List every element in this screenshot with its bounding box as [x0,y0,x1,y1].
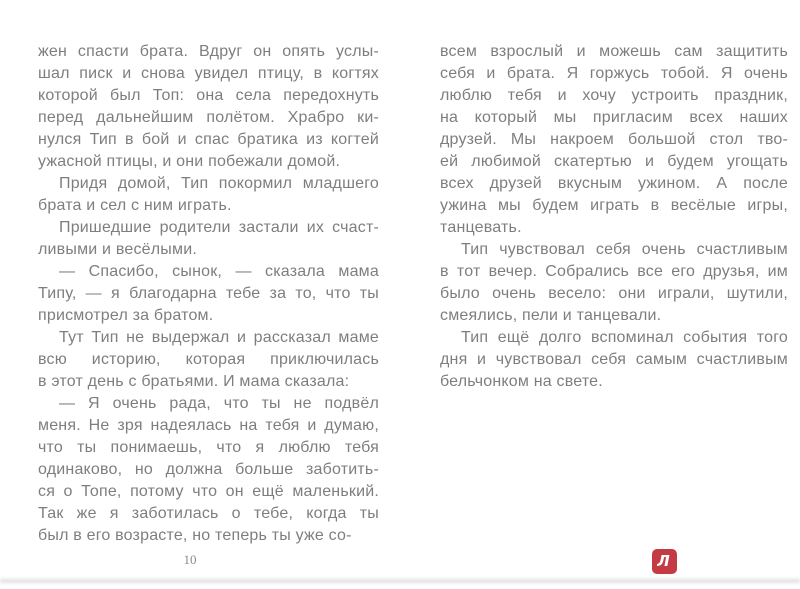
text-line: меня. Не зря надеялась на тебя и думаю, [38,417,379,434]
text-line: ужина мы будем играть в весёлые игры, [440,197,788,214]
page-bottom-edge-shadow [0,577,800,585]
text-line: одинаково, но должна больше заботить- [38,461,379,478]
paragraph [440,41,788,239]
text-line: в этот день с братьями. И мама сказала: [38,373,350,390]
text-line: ужасной птицы, и они побежали домой. [38,153,341,170]
text-line: друзей. Мы накроем большой стол тво- [440,131,788,148]
paragraph [38,173,379,217]
labirint-logo [652,549,677,574]
text-line: Тип чувствовал себя очень счастливым [461,241,788,258]
paragraph [38,393,379,547]
labirint-logo-letter: Л [657,552,670,570]
paragraph [38,327,379,393]
right-page-text-column [440,41,788,393]
page-number: 10 [183,552,197,567]
text-line: дня и чувствовал себя самым счастливым [440,351,788,368]
text-line: всех друзей вкусным ужином. А после [440,175,788,192]
text-line: люблю тебя и хочу устроить праздник, [440,87,788,104]
text-line: Тут Тип не выдержал и рассказал маме [59,329,379,346]
text-line: Тип ещё долго вспоминал события того [461,329,788,346]
text-line: Так же я заботилась о тебе, когда ты [38,505,379,522]
text-line: Типу, — я благодарна тебе за то, что ты [38,285,379,302]
left-page-text-column [38,41,379,547]
text-line: было очень весело: они играли, шутили, [440,285,788,302]
paragraph [440,327,788,393]
text-line: присмотрел за братом. [38,307,214,324]
paragraph [38,41,379,173]
text-line: всем взрослый и можешь сам защитить [440,43,788,60]
text-line: ся о Топе, потому что он ещё маленький. [38,483,379,500]
text-line: себя и брата. Я горжусь тобой. Я очень [440,65,788,82]
text-line: перед дальнейшим полётом. Храбро ки- [38,109,379,126]
text-line: ливыми и весёлыми. [38,241,197,258]
paragraph [440,239,788,327]
text-line: Придя домой, Тип покормил младшего [59,175,379,192]
text-line: на который мы пригласим всех наших [440,109,788,126]
text-line: смеялись, пели и танцевали. [440,307,662,324]
paragraph [38,261,379,327]
text-line: бельчонком на свете. [440,373,603,390]
text-line: — Спасибо, сынок, — сказала мама [59,263,379,280]
text-line: брата и сел с ним играть. [38,197,232,214]
text-line: которой был Топ: она села передохнуть [38,87,379,104]
text-line: что ты понимаешь, что я люблю тебя [38,439,379,456]
text-line: танцевать. [440,219,522,236]
text-line: был в его возрасте, но теперь ты уже со- [38,527,352,544]
text-line: жен спасти брата. Вдруг он опять услы- [38,43,379,60]
text-line: в тот вечер. Собрались все его друзья, им [440,263,788,280]
text-line: — Я очень рада, что ты не подвёл [59,395,379,412]
text-line: ей любимой скатертью и будем угощать [440,153,788,170]
text-line: Пришедшие родители застали их счаст- [59,219,379,236]
text-line: шал писк и снова увидел птицу, в когтях [38,65,379,82]
paragraph [38,217,379,261]
text-line: всю историю, которая приключилась [38,351,379,368]
text-line: нулся Тип в бой и спас братика из когтей [38,131,379,148]
